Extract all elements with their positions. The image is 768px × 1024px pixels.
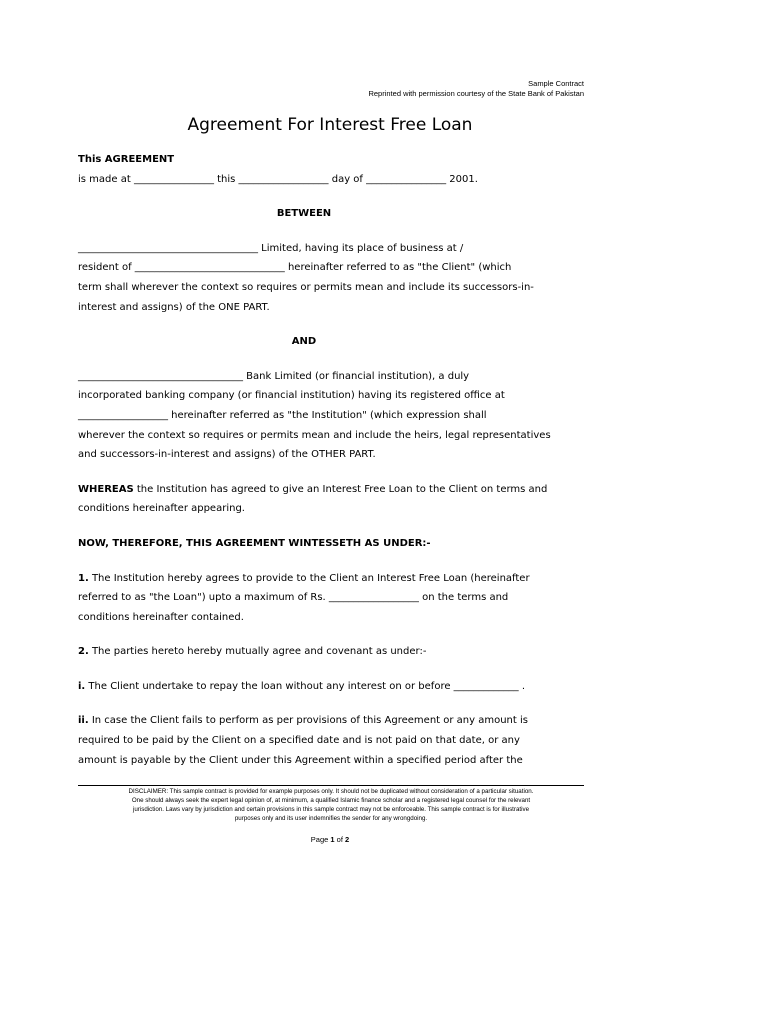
total-pages: 2 [345, 835, 350, 844]
agreement-label: This AGREEMENT [78, 154, 175, 165]
whereas-line-2: conditions hereinafter appearing. [78, 503, 245, 515]
clause-1-line-2: referred to as "the Loan") upto a maximum of Rs. __________________ on the terms and [78, 592, 509, 604]
header-line-1: Sample Contract [528, 79, 584, 88]
between-heading: BETWEEN [276, 208, 332, 220]
clause-1-line-1: 1. The Institution hereby agrees to provide to the Client an Interest Free Loan (hereinafter [78, 572, 530, 584]
clause-ii-line-1: ii. In case the Client fails to perform as per provisions of this Agreement or any amount is [78, 715, 528, 727]
institution-party-line: incorporated banking company (or financial institution) having its registered office at [78, 390, 505, 402]
document-title: Agreement For Interest Free Loan [187, 115, 473, 135]
header-line-2: Reprinted with permission courtesy of the State Bank of Pakistan [368, 89, 584, 98]
clause-1-line-3: conditions hereinafter contained. [78, 611, 244, 623]
current-page: 1 [330, 835, 335, 844]
made-at-line: is made at ________________ this __________________ day of ________________ 2001. [78, 173, 478, 185]
clause-i-number: i. [78, 680, 86, 692]
clause-2-line: 2. The parties hereto hereby mutually agree and covenant as under:- [78, 646, 427, 658]
clause-2-number: 2. [78, 646, 89, 658]
client-party-line: term shall wherever the context so requires or permits mean and include its successors-in- [78, 281, 534, 293]
page-number: Page 1 of 2 [310, 835, 350, 844]
disclaimer-line: purposes only and its user indemnifies the sender for any wrongdoing. [234, 815, 428, 822]
whereas-label: WHEREAS [78, 483, 134, 495]
institution-party-line: wherever the context so requires or permits mean and include the heirs, legal representatives [78, 429, 551, 441]
client-party-line: ____________________________________ Limited, having its place of business at / [78, 242, 464, 254]
document-header [368, 79, 584, 99]
institution-party-line: __________________ hereinafter referred as "the Institution" (which expression shall [78, 409, 487, 421]
institution-party-line: and successors-in-interest and assigns) of the OTHER PART. [78, 449, 376, 461]
institution-party-line: _________________________________ Bank Limited (or financial institution), a duly [78, 370, 470, 382]
disclaimer [78, 787, 584, 823]
footer-divider [78, 785, 584, 786]
disclaimer-line: DISCLAIMER: This sample contract is provided for example purposes only. It should not be duplicated without consideration of a particular situation. [128, 788, 534, 795]
disclaimer-line: One should always seek the expert legal opinion of, at minimum, a qualified Islamic finance scholar and a registered legal counsel for the relevant [131, 797, 531, 804]
client-party-line: interest and assigns) of the ONE PART. [78, 301, 270, 313]
clause-1-number: 1. [78, 572, 89, 584]
and-heading: AND [291, 336, 317, 348]
whereas-line-1: WHEREAS the Institution has agreed to give an Interest Free Loan to the Client on terms and [78, 483, 548, 495]
clause-ii-line-3: amount is payable by the Client under this Agreement within a specified period after the [78, 754, 523, 766]
clause-ii-line-2: required to be paid by the Client on a specified date and is not paid on that date, or any [78, 735, 520, 747]
clause-ii-number: ii. [78, 715, 89, 727]
now-therefore-heading: NOW, THEREFORE, THIS AGREEMENT WINTESSETH AS UNDER:- [78, 537, 431, 549]
client-party-line: resident of ______________________________ hereinafter referred to as "the Client" (which [78, 262, 512, 274]
clause-i-line: i. The Client undertake to repay the loan without any interest on or before _____________ . [78, 680, 526, 692]
disclaimer-line: jurisdiction. Laws vary by jurisdiction and certain provisions in this sample contract may not be enforceable. This sample contract is for illustrative [132, 806, 530, 813]
document-body [78, 150, 551, 770]
